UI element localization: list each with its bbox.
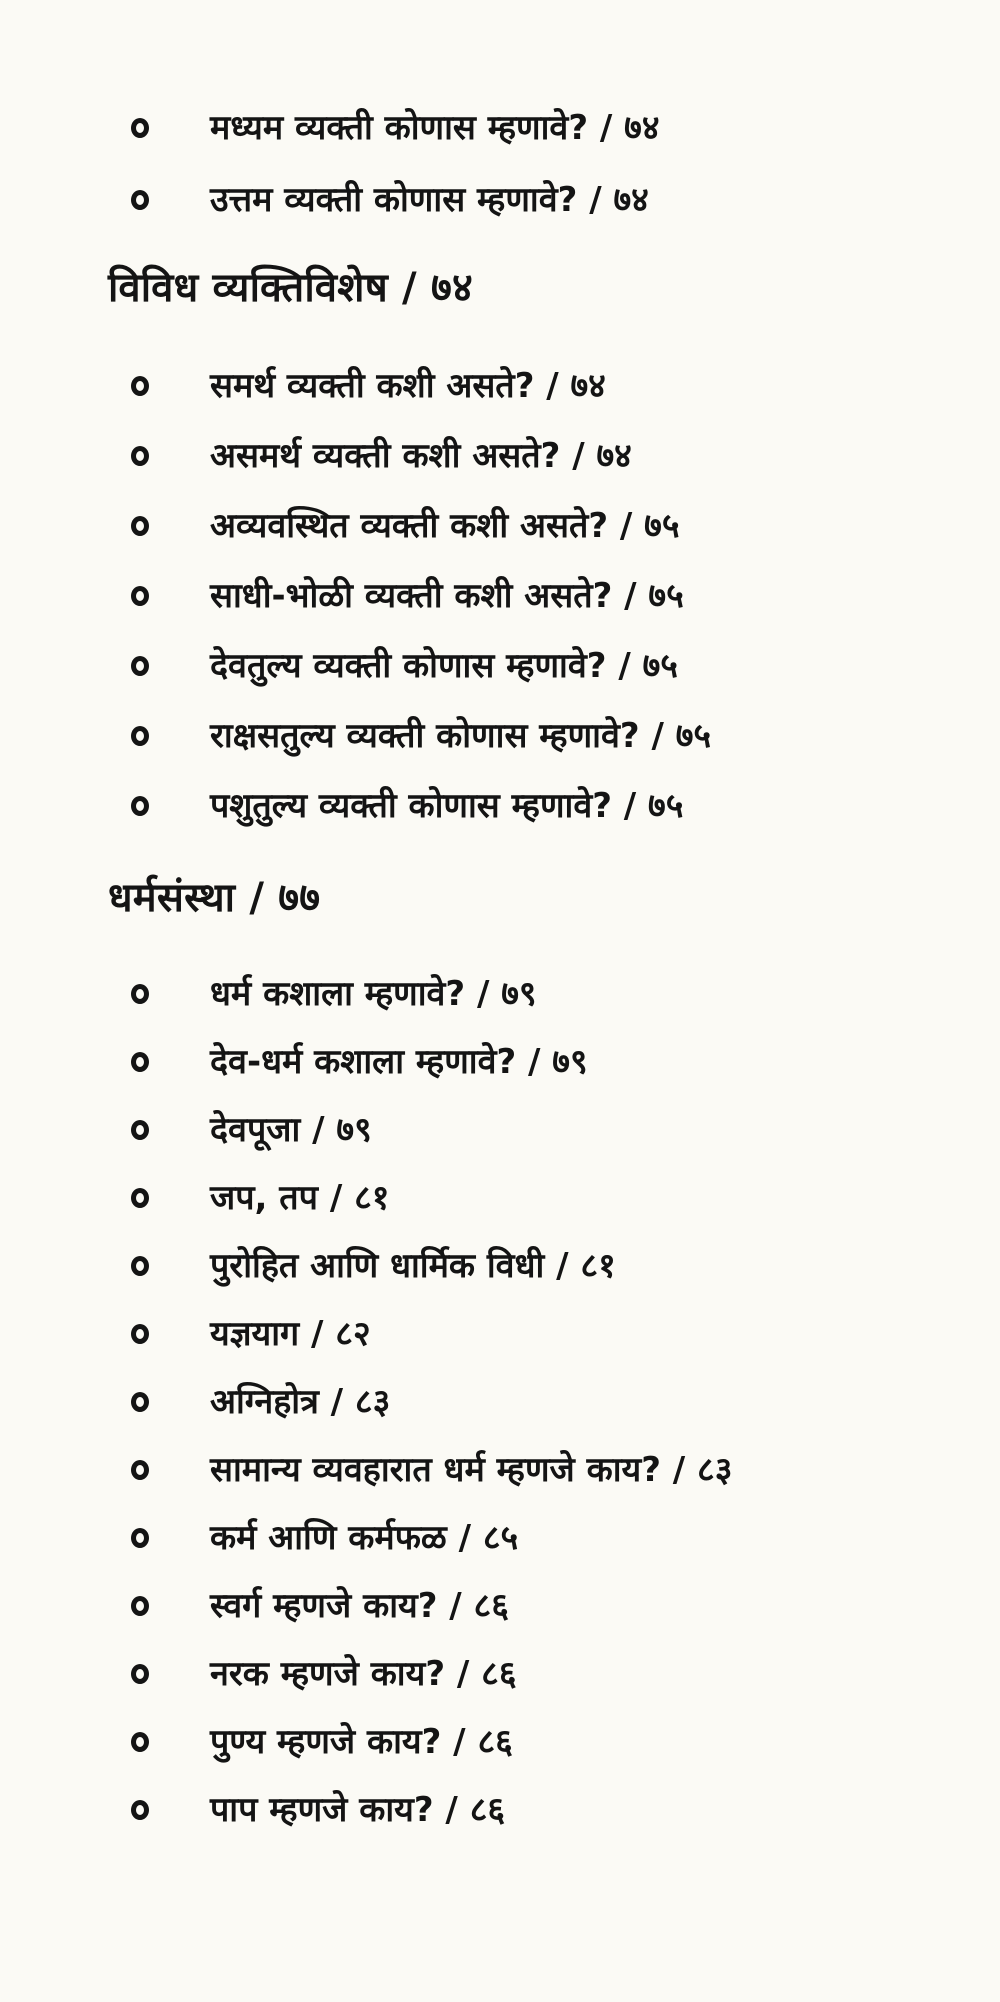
toc-entry-text: पाप म्हणजे काय? / ८६ <box>210 1790 506 1830</box>
circle-bullet-icon <box>131 1052 149 1072</box>
circle-bullet-icon <box>131 1324 149 1344</box>
toc-entry <box>0 358 1000 418</box>
toc-entry-text: असमर्थ व्यक्ती कशी असते? / ७४ <box>210 436 632 476</box>
toc-entry-text: सामान्य व्यवहारात धर्म म्हणजे काय? / ८३ <box>210 1450 733 1490</box>
toc-entry-text: धर्म कशाला म्हणावे? / ७९ <box>210 974 537 1014</box>
toc-entry <box>0 100 1000 160</box>
toc-entry <box>0 1374 1000 1434</box>
toc-entry <box>0 172 1000 232</box>
circle-bullet-icon <box>131 1120 149 1140</box>
circle-bullet-icon <box>131 586 149 606</box>
toc-entry <box>0 1306 1000 1366</box>
circle-bullet-icon <box>131 118 149 138</box>
toc-entry-text: कर्म आणि कर्मफळ / ८५ <box>210 1518 519 1558</box>
toc-entry <box>0 638 1000 698</box>
toc-entry <box>0 1782 1000 1842</box>
section-heading: धर्मसंस्था / ७७ <box>108 875 321 921</box>
toc-entry <box>0 1646 1000 1706</box>
circle-bullet-icon <box>131 1528 149 1548</box>
circle-bullet-icon <box>131 726 149 746</box>
toc-entry-text: यज्ञयाग / ८२ <box>210 1314 371 1354</box>
toc-entry <box>0 1034 1000 1094</box>
toc-entry-text: स्वर्ग म्हणजे काय? / ८६ <box>210 1586 509 1626</box>
toc-entry-text: समर्थ व्यक्ती कशी असते? / ७४ <box>210 366 606 406</box>
circle-bullet-icon <box>131 1732 149 1752</box>
toc-entry <box>0 1238 1000 1298</box>
toc-entry <box>0 1170 1000 1230</box>
toc-entry <box>0 1442 1000 1502</box>
circle-bullet-icon <box>131 1596 149 1616</box>
toc-entry <box>0 778 1000 838</box>
toc-entry-text: देवपूजा / ७९ <box>210 1110 372 1150</box>
circle-bullet-icon <box>131 1800 149 1820</box>
circle-bullet-icon <box>131 1392 149 1412</box>
section-heading: विविध व्यक्तिविशेष / ७४ <box>108 265 473 311</box>
circle-bullet-icon <box>131 656 149 676</box>
toc-entry-text: पशुतुल्य व्यक्ती कोणास म्हणावे? / ७५ <box>210 786 684 826</box>
circle-bullet-icon <box>131 1664 149 1684</box>
toc-entry <box>0 1102 1000 1162</box>
toc-entry-text: उत्तम व्यक्ती कोणास म्हणावे? / ७४ <box>210 180 649 220</box>
circle-bullet-icon <box>131 1460 149 1480</box>
circle-bullet-icon <box>131 446 149 466</box>
toc-entry-text: पुण्य म्हणजे काय? / ८६ <box>210 1722 513 1762</box>
toc-entry <box>0 1578 1000 1638</box>
toc-entry <box>0 966 1000 1026</box>
toc-entry-text: राक्षसतुल्य व्यक्ती कोणास म्हणावे? / ७५ <box>210 716 712 756</box>
toc-entry <box>0 1714 1000 1774</box>
toc-entry-text: अग्निहोत्र / ८३ <box>210 1382 391 1422</box>
toc-entry <box>0 568 1000 628</box>
toc-entry <box>0 498 1000 558</box>
circle-bullet-icon <box>131 376 149 396</box>
toc-entry <box>0 428 1000 488</box>
toc-entry-text: नरक म्हणजे काय? / ८६ <box>210 1654 517 1694</box>
toc-entry <box>0 708 1000 768</box>
toc-entry-text: अव्यवस्थित व्यक्ती कशी असते? / ७५ <box>210 506 680 546</box>
circle-bullet-icon <box>131 516 149 536</box>
circle-bullet-icon <box>131 984 149 1004</box>
toc-entry-text: मध्यम व्यक्ती कोणास म्हणावे? / ७४ <box>210 108 660 148</box>
toc-entry-text: पुरोहित आणि धार्मिक विधी / ८१ <box>210 1246 616 1286</box>
circle-bullet-icon <box>131 796 149 816</box>
circle-bullet-icon <box>131 190 149 210</box>
toc-entry <box>0 1510 1000 1570</box>
toc-entry-text: देव-धर्म कशाला म्हणावे? / ७९ <box>210 1042 588 1082</box>
circle-bullet-icon <box>131 1188 149 1208</box>
toc-entry-text: साधी-भोळी व्यक्ती कशी असते? / ७५ <box>210 576 684 616</box>
toc-entry-text: जप, तप / ८१ <box>210 1178 390 1218</box>
toc-entry-text: देवतुल्य व्यक्ती कोणास म्हणावे? / ७५ <box>210 646 678 686</box>
circle-bullet-icon <box>131 1256 149 1276</box>
